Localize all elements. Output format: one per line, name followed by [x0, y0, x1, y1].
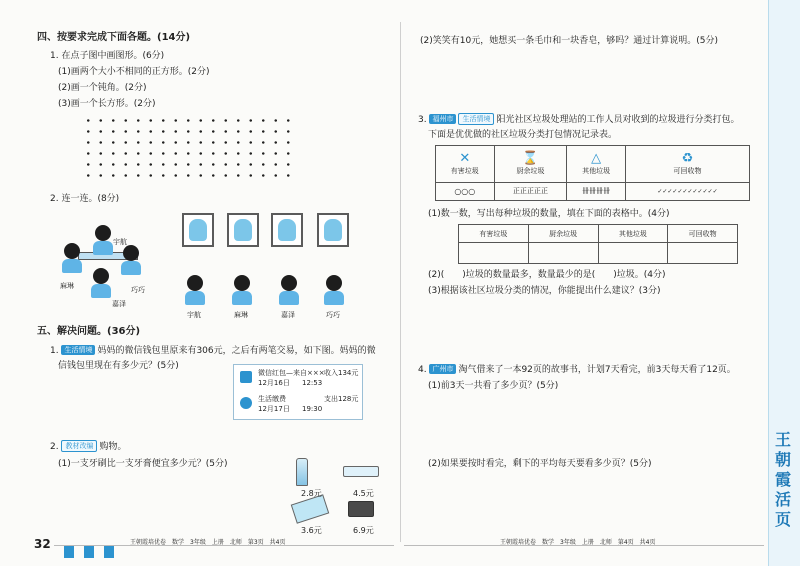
q1-item-3: (3)画一个长方形。(2分): [58, 99, 156, 109]
footer-text: 王朝霞培优卷 数学 3年级 上册 北师 第4页 共4页: [500, 539, 656, 546]
price-label: 3.6元: [301, 526, 322, 535]
section4-title: 四、按要求完成下面各题。(14分): [37, 32, 191, 43]
count-answer-cell[interactable]: [598, 243, 668, 264]
context-tag: 生活情境: [458, 113, 494, 125]
person-icon: [64, 243, 82, 273]
problem3-q2: (2)( )垃圾的数量最多，数量最少的是( )垃圾。(4分): [428, 270, 666, 280]
recycle-bin-icon: ♻: [681, 151, 694, 167]
dot-grid[interactable]: [82, 115, 294, 177]
q2-title: 2. 连一连。(8分): [50, 194, 120, 204]
count-answer-cell[interactable]: [668, 243, 738, 264]
other-bin-icon: △: [591, 151, 602, 167]
problem4-q2: (2)如果要按时看完，剩下的平均每天要看多少页？(5分): [428, 459, 652, 469]
person-icon: [95, 225, 113, 255]
person-icon: [123, 245, 141, 275]
soap-icon: [348, 501, 374, 517]
wallet-record-name: 微信红包—来自×××: [258, 369, 325, 377]
q1-title: 1. 在点子图中画图形。(6分): [50, 51, 165, 61]
brand-mark: 王朝霞活页: [775, 430, 792, 529]
price-label: 4.5元: [353, 489, 374, 498]
tally-cell: 正正正正正: [494, 182, 567, 200]
viewer-label: 宇航: [187, 311, 201, 319]
payment-icon: [240, 397, 252, 409]
waste-count-table: [458, 224, 738, 264]
context-tag: 生活情境: [61, 345, 95, 355]
wallet-record-time: 19:30: [302, 405, 323, 413]
q1-item-2: (2)画一个钝角。(2分): [58, 83, 147, 93]
count-header: 有害垃圾: [459, 225, 529, 243]
count-answer-cell[interactable]: [528, 243, 598, 264]
view-picture-2[interactable]: [227, 213, 259, 247]
count-header: 其他垃圾: [598, 225, 668, 243]
scene-label: 巧巧: [131, 286, 145, 294]
scene-label: 麻琳: [60, 282, 74, 290]
viewer-label: 嘉泽: [281, 311, 295, 319]
problem2-sub2: (2)笑笑有10元，她想买一条毛巾和一块香皂，够吗？通过计算说明。(5分): [420, 36, 718, 46]
count-header: 可回收物: [668, 225, 738, 243]
city-tag: 广州市: [429, 364, 456, 374]
viewer-label: 麻琳: [234, 311, 248, 319]
viewer-label: 巧巧: [326, 311, 340, 319]
hazard-bin-icon: ✕: [459, 151, 471, 167]
toothbrush-icon: [296, 458, 308, 486]
scene-label: 宇航: [113, 238, 127, 246]
wallet-icon: [240, 371, 252, 383]
q1-item-1: (1)画两个大小不相同的正方形。(2分): [58, 67, 210, 77]
wallet-record-name: 生活缴费: [258, 395, 286, 403]
viewer-icon[interactable]: [234, 275, 252, 305]
person-icon: [93, 268, 111, 298]
price-label: 2.8元: [301, 489, 322, 498]
view-picture-4[interactable]: [317, 213, 349, 247]
wallet-record-time: 12:53: [302, 379, 323, 387]
context-tag: 教材改编: [61, 440, 97, 452]
footer-mark: [104, 546, 114, 558]
tally-cell: 卌卌卌卌: [567, 182, 626, 200]
toothpaste-icon: [343, 466, 379, 477]
footer-mark: [84, 546, 94, 558]
count-answer-cell[interactable]: [459, 243, 529, 264]
view-picture-1[interactable]: [182, 213, 214, 247]
viewer-icon[interactable]: [187, 275, 205, 305]
wallet-record-amount: 支出128元: [324, 395, 359, 403]
tally-cell: ✓✓✓✓✓✓✓✓✓✓✓✓: [625, 182, 749, 200]
footer-text: 王朝霞培优卷 数学 3年级 上册 北师 第3页 共4页: [130, 539, 286, 546]
problem3-q3: (3)根据该社区垃圾分类的情况，你能提出什么建议？(3分): [428, 286, 661, 296]
problem1-text-a: 1. 生活情境 妈妈的微信钱包里原来有306元，之后有两笔交易，如下图。妈妈的微: [50, 346, 376, 356]
price-label: 6.9元: [353, 526, 374, 535]
waste-record-table: [435, 145, 750, 201]
view-picture-3[interactable]: [271, 213, 303, 247]
scene-label: 嘉泽: [112, 300, 126, 308]
page-divider: [400, 22, 401, 542]
wallet-records: [233, 364, 363, 420]
bin-cell: ⌛ 厨余垃圾: [494, 146, 567, 183]
food-bin-icon: ⌛: [522, 151, 539, 167]
problem3-q1: (1)数一数，写出每种垃圾的数量，填在下面的表格中。(4分): [428, 209, 670, 219]
problem1-text-b: 信钱包里现在有多少元？(5分): [58, 361, 179, 371]
bin-cell: ♻ 可回收物: [625, 146, 749, 183]
page-number: 32: [34, 537, 51, 551]
viewer-icon[interactable]: [281, 275, 299, 305]
viewer-icon[interactable]: [326, 275, 344, 305]
problem4-q1: (1)前3天一共看了多少页？(5分): [428, 381, 559, 391]
wallet-record-amount: 收入134元: [324, 369, 359, 377]
section5-title: 五、解决问题。(36分): [37, 326, 141, 337]
footer-mark: [64, 546, 74, 558]
tally-cell: ○○○: [436, 182, 495, 200]
problem3-text-a: 3. 福州市 生活情境 阳光社区垃圾处理站的工作人员对收到的垃圾进行分类打包。: [418, 115, 740, 125]
wallet-record-date: 12月16日: [258, 379, 290, 387]
problem3-text-b: 下面是优优做的社区垃圾分类打包情况记录表。: [428, 130, 618, 140]
problem4-text: 4. 广州市 淘气借来了一本92页的故事书，计划7天看完，前3天每天看了12页。: [418, 365, 736, 375]
page-edge-band: [768, 0, 800, 566]
bin-cell: △ 其他垃圾: [567, 146, 626, 183]
problem2-sub1: (1)一支牙刷比一支牙膏便宜多少元？(5分): [58, 459, 228, 469]
problem2-title: 2. 教材改编 购物。: [50, 442, 127, 452]
bin-cell: ✕ 有害垃圾: [436, 146, 495, 183]
count-header: 厨余垃圾: [528, 225, 598, 243]
city-tag: 福州市: [429, 114, 456, 124]
wallet-record-date: 12月17日: [258, 405, 290, 413]
